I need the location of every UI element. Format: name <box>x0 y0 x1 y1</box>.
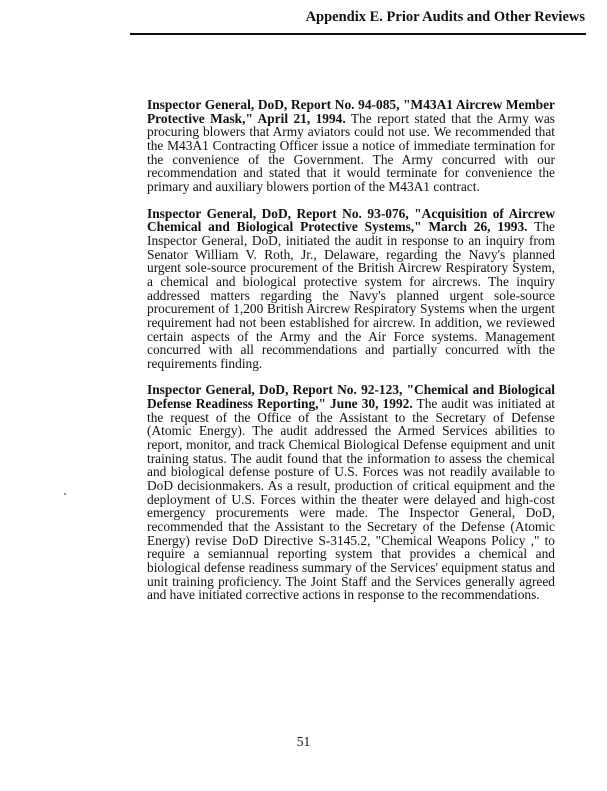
page-number: 51 <box>296 734 311 749</box>
entry-summary: The report stated that the Army was procuring blowers that Army aviators could not use. We recommended that the M43A1 Contracting Officer issue a notice of immediate termination for the convenience of the Government. The Army concurred with our recommendation and stated that it would terminate for convenience the primary and auxiliary blowers portion of the M43A1 contract. <box>147 110 555 194</box>
scan-speck <box>64 493 66 495</box>
entry-citation: Inspector General, DoD, Report No. 92-123, "Chemical and Biological Defense Readiness Reporting," June 30, 1992. <box>147 382 555 412</box>
running-header: Appendix E. Prior Audits and Other Reviews <box>305 9 585 25</box>
entry-summary: The audit was initiated at the request of the Office of the Assistant to the Secretary of Defense (Atomic Energy). The audit addressed the Armed Services abilities to report, monitor, and track Chemical Biological Defense equipment and unit training status. The audit found that the information to assess the chemical and biological defense posture of U.S. Forces was not readily available to DoD decisionmakers. As a result, production of critical equipment and the deployment of U.S. Forces within the theater were delayed and high-cost emergency procurements were made. The Inspector General, DoD, recommended that the Assistant to the Secretary of the Defense (Atomic Energy) revise DoD Directive S-3145.2, "Chemical Weapons Policy ," to require a semiannual reporting system that provides a chemical and biological defense readiness summary of the Services' equipment status and unit training proficiency. The Joint Staff and the Services generally agreed and have initiated corrective actions in response to the recommendations. <box>147 396 555 603</box>
audit-entry-1 <box>147 98 555 194</box>
audit-entry-3 <box>147 383 555 602</box>
entry-citation: Inspector General, DoD, Report No. 93-076, "Acquisition of Aircrew Chemical and Biological Protective Systems," March 26, 1993. <box>147 205 555 235</box>
entry-summary: The Inspector General, DoD, initiated the audit in response to an inquiry from Senator William V. Roth, Jr., Delaware, regarding the Navy's planned urgent sole-source procurement of the British Aircrew Respiratory System, a chemical and biological protective system for aircrews. The inquiry addressed matters regarding the Navy's planned urgent sole-source procurement of 1,200 British Aircrew Respiratory Systems when the urgent requirement had not been established for aircrew. In addition, we reviewed certain aspects of the Army and the Air Force systems. Management concurred with all recommendations and partially concurred with the requirements finding. <box>147 219 555 371</box>
header-rule <box>130 33 586 35</box>
document-body <box>147 98 555 615</box>
audit-entry-2 <box>147 207 555 371</box>
entry-citation: Inspector General, DoD, Report No. 94-085, "M43A1 Aircrew Member Protective Mask," April 21, 1994. <box>147 97 555 126</box>
